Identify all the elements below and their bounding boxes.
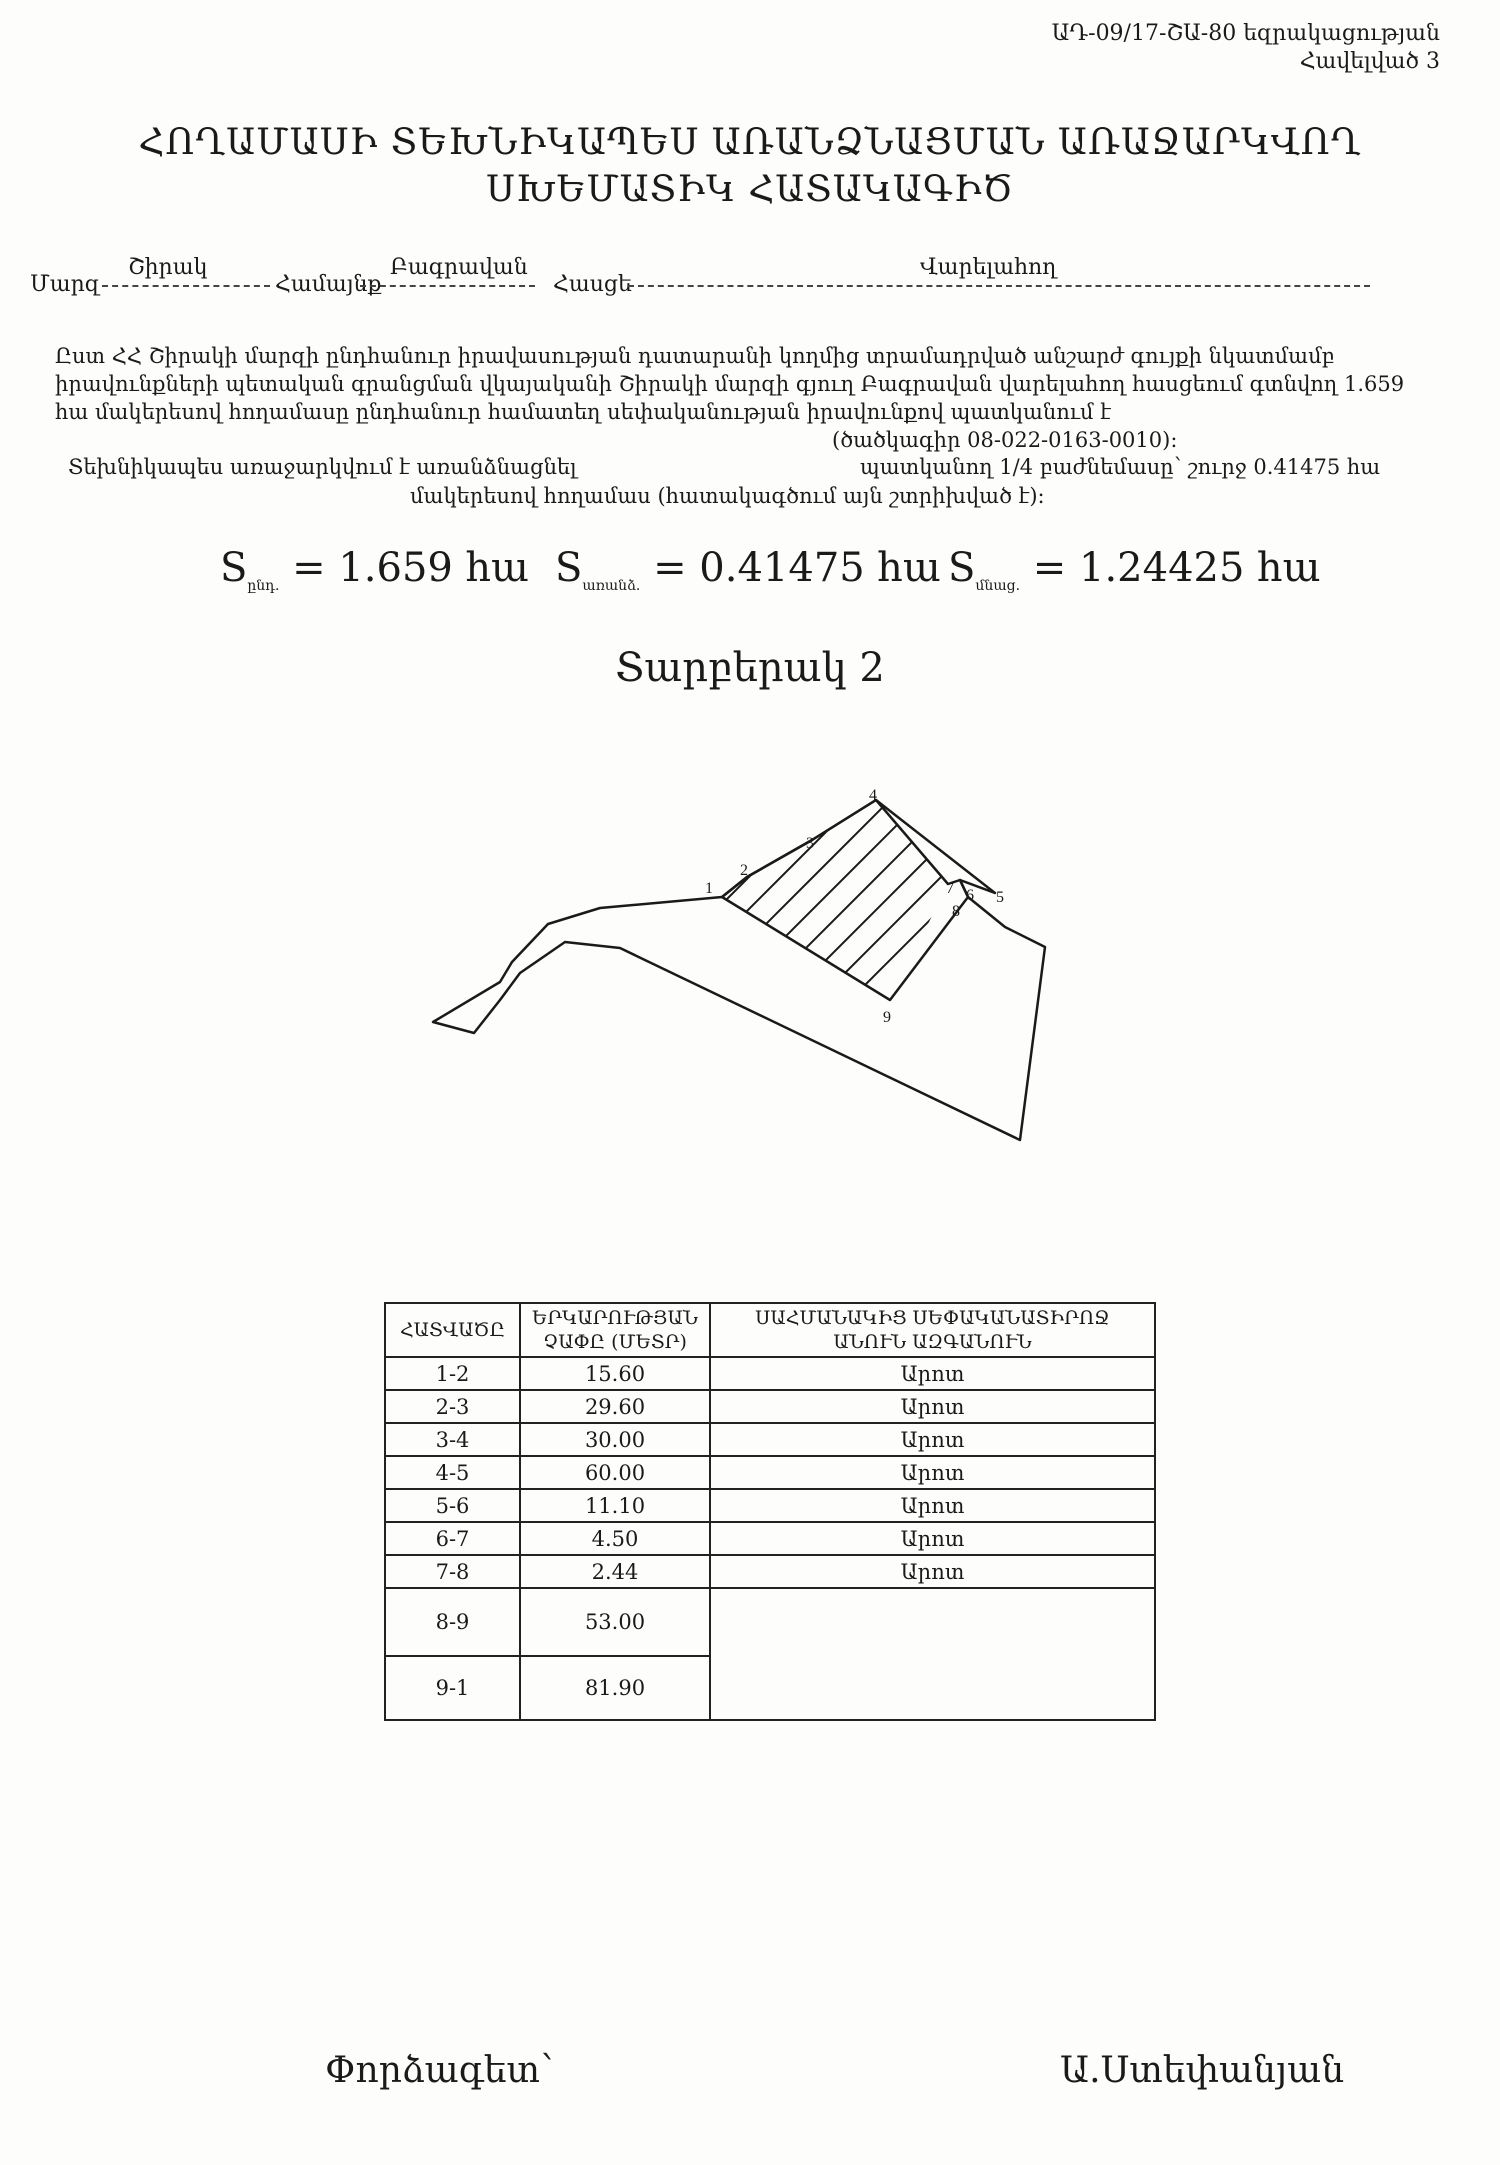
length-cell: 15.60 (520, 1357, 710, 1390)
table-row (385, 1456, 1155, 1489)
marz-value: Շիրակ (128, 255, 208, 280)
appendix-number: Հավելված 3 (1299, 49, 1440, 74)
remaining-area-symbol: S (948, 545, 976, 591)
col-header-length-line1: ԵՐԿԱՐՈՒԹՅԱՆ (532, 1307, 698, 1329)
neighbor-cell (710, 1588, 1155, 1720)
col-header-neighbor (710, 1303, 1155, 1357)
length-cell: 29.60 (520, 1390, 710, 1423)
document-title-line2: ՍԽԵՄԱՏԻԿ ՀԱՏԱԿԱԳԻԾ (486, 169, 1014, 210)
paragraph-line3: հա մակերեսով հողամասը ընդհանուր համատեղ սեփականության իրավունքով պատկանում է (55, 400, 1111, 424)
remaining-area-subscript: մնաց. (975, 578, 1021, 594)
paragraph-line5-start: Տեխնիկապես առաջարկվում է առանձնացնել (68, 455, 577, 479)
length-cell: 11.10 (520, 1489, 710, 1522)
marz-label: Մարզ (30, 272, 100, 297)
total-area-symbol: S (220, 545, 248, 591)
point-label-5: 5 (996, 889, 1004, 906)
point-label-1: 1 (705, 880, 713, 897)
table-row (385, 1390, 1155, 1423)
point-label-2: 2 (740, 862, 748, 879)
separated-area-subscript: առանձ. (582, 578, 641, 594)
hasce-value: Վարելահող (920, 255, 1057, 280)
length-cell: 53.00 (520, 1588, 710, 1656)
point-label-7: 7 (946, 880, 954, 897)
point-label-3: 3 (806, 835, 814, 852)
separated-area-symbol: S (555, 545, 583, 591)
point-label-6: 6 (966, 887, 974, 904)
segment-cell: 2-3 (385, 1390, 520, 1423)
segment-cell: 1-2 (385, 1357, 520, 1390)
neighbor-cell: Արոտ (710, 1390, 1155, 1423)
col-header-neighbor-line1: ՍԱՀՄԱՆԱԿԻՑ ՍԵՓԱԿԱՆԱՏԻՐՈՋ (755, 1307, 1110, 1329)
point-label-4: 4 (869, 787, 877, 804)
neighbor-cell: Արոտ (710, 1522, 1155, 1555)
paragraph-line2: իրավունքների պետական գրանցման վկայականի Շիրակի մարզի գյուղ Բագրավան վարելահող հասցեում գտնվող 1.659 (55, 372, 1405, 396)
segment-cell: 9-1 (385, 1656, 520, 1720)
neighbor-cell: Արոտ (710, 1489, 1155, 1522)
neighbor-cell: Արոտ (710, 1357, 1155, 1390)
boundary-segments-table (384, 1302, 1156, 1721)
table-row (385, 1555, 1155, 1588)
total-area-subscript: ընդ. (247, 578, 280, 594)
segment-cell: 6-7 (385, 1522, 520, 1555)
table-row (385, 1489, 1155, 1522)
remaining-area-value: = 1.24425 հա (1032, 545, 1321, 591)
col-header-segment: ՀԱՏՎԱԾԸ (385, 1303, 520, 1357)
paragraph-line6: մակերեսով հողամաս (հատակագծում այն շտրիխված է): (410, 484, 1045, 508)
cadastral-code: (ծածկագիր 08-022-0163-0010): (832, 428, 1178, 452)
col-header-length-line2: ՉԱՓԸ (ՄԵՏՐ) (543, 1331, 687, 1353)
length-cell: 2.44 (520, 1555, 710, 1588)
neighbor-cell: Արոտ (710, 1555, 1155, 1588)
total-area-value: = 1.659 հա (292, 545, 529, 591)
segment-cell: 8-9 (385, 1588, 520, 1656)
expert-label: Փորձագետ՝ (325, 2050, 554, 2091)
point-label-8: 8 (952, 903, 960, 920)
table-header-row (385, 1303, 1155, 1357)
document-title-line1: ՀՈՂԱՄԱՍԻ ՏԵԽՆԻԿԱՊԵՍ ԱՌԱՆՁՆԱՑՄԱՆ ԱՌԱՋԱՐԿՎՈՂ (138, 122, 1362, 163)
point-label-9: 9 (883, 1009, 891, 1026)
expert-name: Ա.Ստեփանյան (1060, 2050, 1345, 2091)
col-header-length (520, 1303, 710, 1357)
table-row (385, 1588, 1155, 1656)
length-cell: 81.90 (520, 1656, 710, 1720)
hamaynk-label: Համայնք (275, 272, 382, 297)
reference-number: ԱԴ-09/17-ՇԱ-80 եզրակացության (1051, 21, 1440, 46)
parcel-outline (433, 800, 1045, 1140)
paragraph-line5-end: պատկանող 1/4 բաժնեմասը՝ շուրջ 0.41475 հա (860, 455, 1381, 479)
segment-cell: 5-6 (385, 1489, 520, 1522)
col-header-neighbor-line2: ԱՆՈՒՆ ԱԶԳԱՆՈՒՆ (833, 1331, 1032, 1353)
hatching (562, 790, 1060, 1000)
segment-cell: 7-8 (385, 1555, 520, 1588)
paragraph-line1: Ըստ ՀՀ Շիրակի մարզի ընդհանուր իրավասության դատարանի կողմից տրամադրված անշարժ գույքի նկատմամբ (55, 344, 1335, 368)
length-cell: 4.50 (520, 1522, 710, 1555)
variant-heading: Տարբերակ 2 (615, 645, 885, 691)
neighbor-cell: Արոտ (710, 1456, 1155, 1489)
table-row (385, 1357, 1155, 1390)
length-cell: 30.00 (520, 1423, 710, 1456)
hamaynk-value: Բագրավան (390, 255, 528, 280)
length-cell: 60.00 (520, 1456, 710, 1489)
hasce-label: Հասցե (553, 272, 632, 297)
separated-area-value: = 0.41475 հա (653, 545, 941, 591)
table-row (385, 1423, 1155, 1456)
table-row (385, 1522, 1155, 1555)
segment-cell: 3-4 (385, 1423, 520, 1456)
segment-cell: 4-5 (385, 1456, 520, 1489)
neighbor-cell: Արոտ (710, 1423, 1155, 1456)
